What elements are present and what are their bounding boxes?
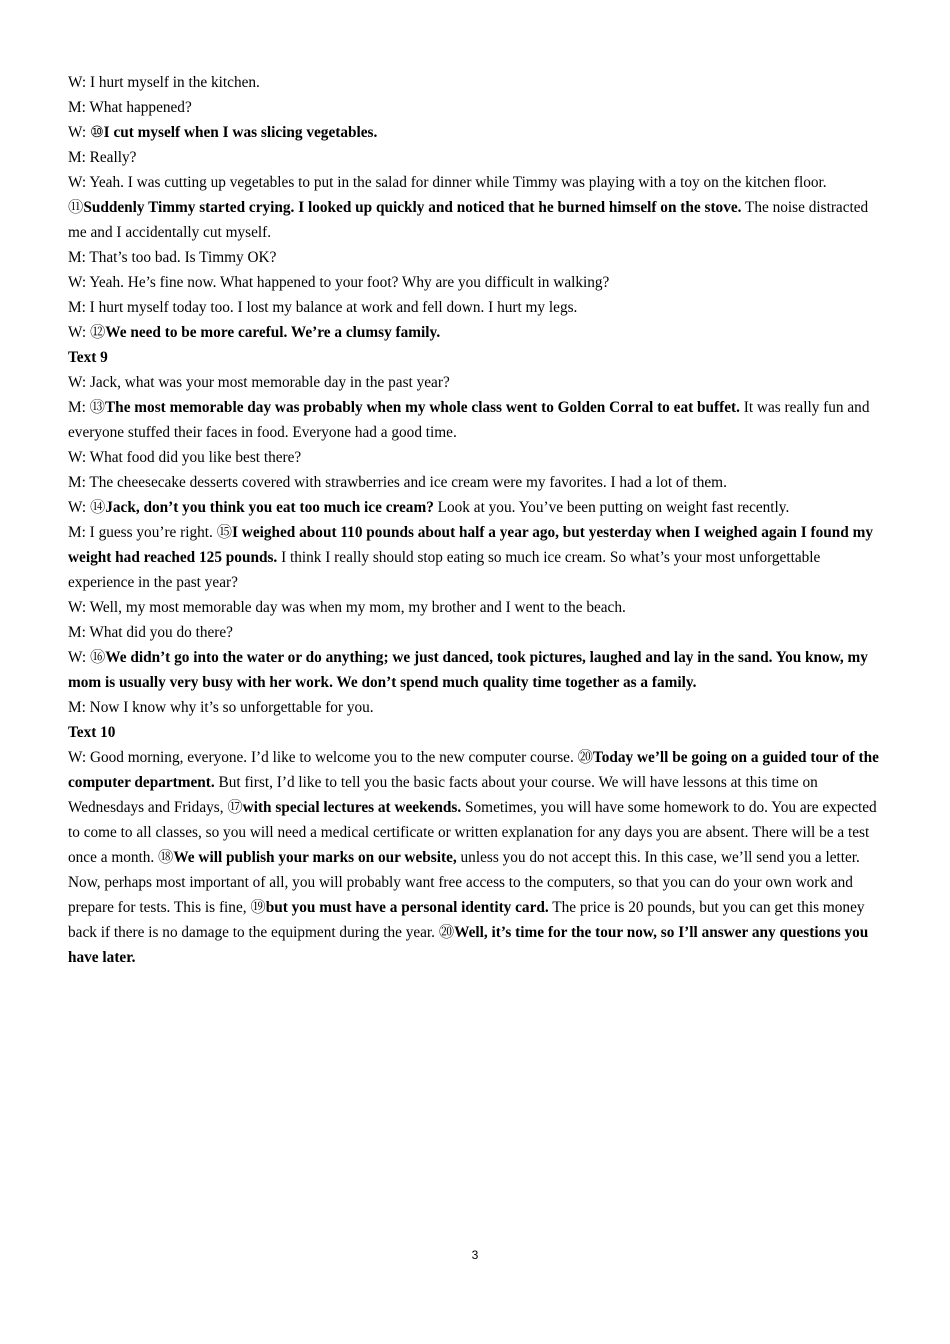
text-segment: Sometimes, you will have some homework to do. You are expected to come to all classes, so you will need a medical certificate or written explanation for any days you are absent. There will be a test once a month. ⑱: [68, 799, 877, 866]
text-segment: W: ⑫: [68, 324, 106, 341]
transcript-line: [68, 95, 884, 120]
text-segment: W: ⑭: [68, 499, 106, 516]
transcript-line: [68, 470, 884, 495]
text-segment: M: The cheesecake desserts covered with strawberries and ice cream were my favorites. I had a lot of them.: [68, 474, 727, 491]
bold-text-segment: Text 10: [68, 724, 116, 741]
transcript-line: [68, 370, 884, 395]
text-segment: The noise distracted me and I accidentally cut myself.: [68, 199, 869, 241]
text-segment: M: What happened?: [68, 99, 192, 116]
text-segment: The price is 20 pounds, but you can get this money back if there is no damage to the equipment during the year. ⑳: [68, 899, 865, 941]
bold-text-segment: We didn’t go into the water or do anything; we just danced, took pictures, laughed and lay in the sand. You know, my mom is usually very busy with her work. We don’t spend much quality time together as a family.: [68, 649, 868, 691]
text-segment: M: ⑬: [68, 399, 105, 416]
text-segment: M: Now I know why it’s so unforgettable for you.: [68, 699, 374, 716]
text-segment: M: What did you do there?: [68, 624, 233, 641]
transcript-line: [68, 295, 884, 320]
text-segment: Look at you. You’ve been putting on weight fast recently.: [433, 499, 790, 516]
transcript-line: [68, 320, 884, 345]
bold-text-segment: but you must have a personal identity card.: [265, 899, 549, 916]
transcript-text: [68, 70, 884, 970]
text-segment: I think I really should stop eating so much ice cream. So what’s your most unforgettable experience in the past year?: [68, 549, 821, 591]
text-segment: unless you do not accept this. In this case, we’ll send you a letter. Now, perhaps most important of all, you will probably want free access to the computers, so that you can do your own work and prepare for tests. This is fine, ⑲: [68, 849, 860, 916]
bold-text-segment: Text 9: [68, 349, 108, 366]
transcript-line: [68, 745, 884, 970]
transcript-line: [68, 695, 884, 720]
bold-text-segment: The most memorable day was probably when my whole class went to Golden Corral to eat buffet.: [104, 399, 740, 416]
bold-text-segment: Suddenly Timmy started crying. I looked up quickly and noticed that he burned himself on the stove.: [83, 199, 742, 216]
transcript-line: [68, 395, 884, 445]
transcript-line: [68, 520, 884, 595]
text-segment: M: That’s too bad. Is Timmy OK?: [68, 249, 277, 266]
transcript-line: [68, 70, 884, 95]
transcript-line: [68, 345, 884, 370]
bold-text-segment: Jack, don’t you think you eat too much ice cream?: [105, 499, 434, 516]
transcript-line: [68, 720, 884, 745]
text-segment: M: Really?: [68, 149, 137, 166]
text-segment: It was really fun and everyone stuffed their faces in food. Everyone had a good time.: [68, 399, 870, 441]
text-segment: M: I guess you’re right. ⑮: [68, 524, 232, 541]
bold-text-segment: I cut myself when I was slicing vegetables.: [103, 124, 378, 141]
transcript-line: [68, 145, 884, 170]
bold-text-segment: We will publish your marks on our website,: [173, 849, 457, 866]
text-segment: M: I hurt myself today too. I lost my balance at work and fell down. I hurt my legs.: [68, 299, 578, 316]
transcript-line: [68, 620, 884, 645]
text-segment: W: What food did you like best there?: [68, 449, 302, 466]
text-segment: W: Jack, what was your most memorable day in the past year?: [68, 374, 450, 391]
bold-text-segment: with special lectures at weekends.: [242, 799, 462, 816]
transcript-line: [68, 170, 884, 245]
transcript-line: [68, 645, 884, 695]
page-number: 3: [471, 1248, 479, 1262]
bold-text-segment: Well, it’s time for the tour now, so I’ll answer any questions you have later.: [68, 924, 869, 966]
text-segment: But first, I’d like to tell you the basic facts about your course. We will have lessons at this time on Wednesdays and Fridays, ⑰: [68, 774, 818, 816]
text-segment: W: Well, my most memorable day was when my mom, my brother and I went to the beach.: [68, 599, 626, 616]
text-segment: W: Yeah. I was cutting up vegetables to put in the salad for dinner while Timmy was playing with a toy on the kitchen floor. ⑪: [68, 174, 827, 216]
transcript-line: [68, 270, 884, 295]
text-segment: W: Good morning, everyone. I’d like to welcome you to the new computer course. ⑳: [68, 749, 593, 766]
text-segment: W: ⑩: [68, 124, 104, 141]
bold-text-segment: Today we’ll be going on a guided tour of the computer department.: [68, 749, 879, 791]
transcript-line: [68, 495, 884, 520]
transcript-line: [68, 445, 884, 470]
bold-text-segment: I weighed about 110 pounds about half a year ago, but yesterday when I weighed again I found my weight had reached 125 pounds.: [68, 524, 874, 566]
text-segment: W: ⑯: [68, 649, 106, 666]
transcript-line: [68, 120, 884, 145]
text-segment: W: I hurt myself in the kitchen.: [68, 74, 260, 91]
bold-text-segment: We need to be more careful. We’re a clumsy family.: [105, 324, 441, 341]
text-segment: W: Yeah. He’s fine now. What happened to your foot? Why are you difficult in walking?: [68, 274, 610, 291]
transcript-line: [68, 245, 884, 270]
transcript-line: [68, 595, 884, 620]
